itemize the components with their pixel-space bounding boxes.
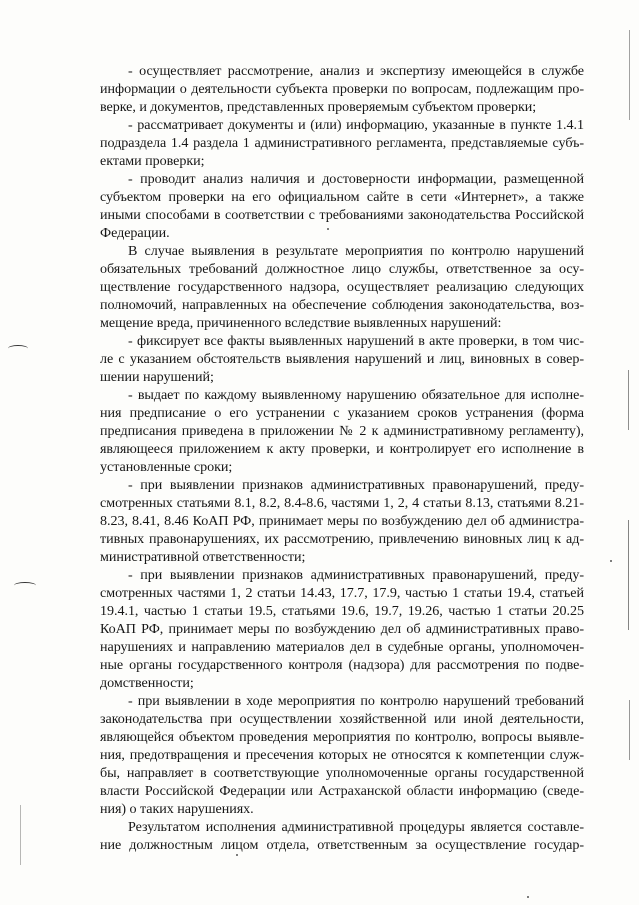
text-line: власти Российской Федерации или Астраханской области информацию (сведе-	[100, 783, 584, 799]
text-line: - осуществляет рассмотрение, анализ и экспертизу имеющейся в службе	[128, 63, 584, 79]
text-line: субъектом проверки на его официальном сайте в сети «Интернет», а также	[100, 189, 584, 205]
right-edge-mark-2	[628, 370, 629, 430]
text-line: предписания приведена в приложении № 2 к административному регламенту),	[100, 423, 584, 439]
document-body-text	[100, 62, 584, 854]
text-line: законодательства при осуществлении хозяйственной или иной деятельности,	[100, 711, 584, 727]
text-line: шении нарушений;	[100, 369, 214, 385]
text-line: смотренных статьями 8.1, 8.2, 8.4-8.6, частями 1, 2, 4 статьи 8.13, статьями 8.21-	[100, 495, 584, 511]
text-line: нарушениях и направлению материалов дел в судебные органы, уполномочен-	[100, 639, 584, 655]
text-line: - фиксирует все факты выявленных нарушений в акте проверки, в том чис-	[128, 333, 584, 349]
right-edge-mark-3	[628, 520, 629, 630]
text-line: - выдает по каждому выявленному нарушению обязательное для исполне-	[128, 387, 584, 403]
text-line: - при выявлении в ходе мероприятия по контролю нарушений требований	[128, 693, 584, 709]
text-line: обязательных требований должностное лицо службы, ответственное за осу-	[100, 261, 584, 277]
text-line: верке, и документов, представленных проверяемым субъектом проверки;	[100, 99, 537, 115]
text-line: - рассматривает документы и (или) информацию, указанные в пункте 1.4.1	[128, 117, 584, 133]
right-edge-mark-1	[629, 30, 630, 120]
scan-speck	[236, 854, 238, 856]
text-line: установленные сроки;	[100, 459, 233, 475]
text-line: - проводит анализ наличия и достоверности информации, размещенной	[128, 171, 584, 187]
text-line: ния) о таких нарушениях.	[100, 801, 254, 817]
text-line: В случае выявления в результате мероприятия по контролю нарушений	[128, 243, 584, 259]
scan-speck	[610, 560, 612, 562]
text-line: 8.23, 8.41, 8.46 КоАП РФ, принимает меры по возбуждению дел об администра-	[100, 513, 584, 529]
scan-speck	[527, 896, 529, 898]
margin-mark-left-upper	[8, 345, 28, 352]
right-edge-mark-4	[629, 700, 630, 760]
scan-speck	[327, 228, 329, 230]
text-line: ния предписание о его устранении с указанием сроков устранения (форма	[100, 405, 584, 421]
text-line: ные органы государственного контроля (надзора) для рассмотрения по подве-	[100, 657, 584, 673]
text-line: министративной ответственности;	[100, 549, 306, 565]
text-line: информации о деятельности субъекта проверки по вопросам, подлежащим про-	[100, 81, 584, 97]
text-line: Федерации.	[100, 225, 170, 241]
text-line: ектами проверки;	[100, 153, 205, 169]
text-line: являющееся приложением к акту проверки, и контролирует его исполнение в	[100, 441, 584, 457]
left-edge-mark	[20, 805, 21, 865]
text-line: ществление государственного надзора, осуществляет реализацию следующих	[100, 279, 584, 295]
text-line: подраздела 1.4 раздела 1 административного регламента, представляемые субъ-	[100, 135, 584, 151]
text-line: - при выявлении признаков административных правонарушений, преду-	[128, 567, 584, 583]
text-line: являющейся объектом проведения мероприятия по контролю, вопросы выявле-	[100, 729, 584, 745]
text-line: бы, направляет в соответствующие уполномоченные органы государственной	[100, 765, 584, 781]
text-line: - при выявлении признаков административных правонарушений, преду-	[128, 477, 584, 493]
text-line: 19.4.1, частью 1 статьи 19.5, статьями 19.6, 19.7, 19.26, частью 1 статьи 20.25	[100, 603, 584, 619]
text-line: ние должностным лицом отдела, ответственным за осуществление государ-	[100, 837, 584, 853]
text-line: полномочий, направленных на обеспечение соблюдения законодательства, воз-	[100, 297, 584, 313]
text-line: Результатом исполнения административной процедуры является составле-	[128, 819, 584, 835]
margin-mark-left-lower	[14, 582, 36, 589]
text-line: иными способами в соответствии с требованиями законодательства Российской	[100, 207, 584, 223]
text-line: тивных правонарушениях, их рассмотрению, привлечению виновных лиц к ад-	[100, 531, 584, 547]
text-line: ле с указанием обстоятельств выявления нарушений и лиц, виновных в совер-	[100, 351, 584, 367]
text-line: домственности;	[100, 675, 194, 691]
text-line: смотренных частями 1, 2 статьи 14.43, 17.7, 17.9, частью 1 статьи 19.4, статьей	[100, 585, 584, 601]
text-line: КоАП РФ, принимает меры по возбуждению дел об административных право-	[100, 621, 584, 637]
text-line: ния, предотвращения и пресечения которых не относятся к компетенции служ-	[100, 747, 584, 763]
text-line: мещение вреда, причиненного вследствие выявленных нарушений:	[100, 315, 502, 331]
